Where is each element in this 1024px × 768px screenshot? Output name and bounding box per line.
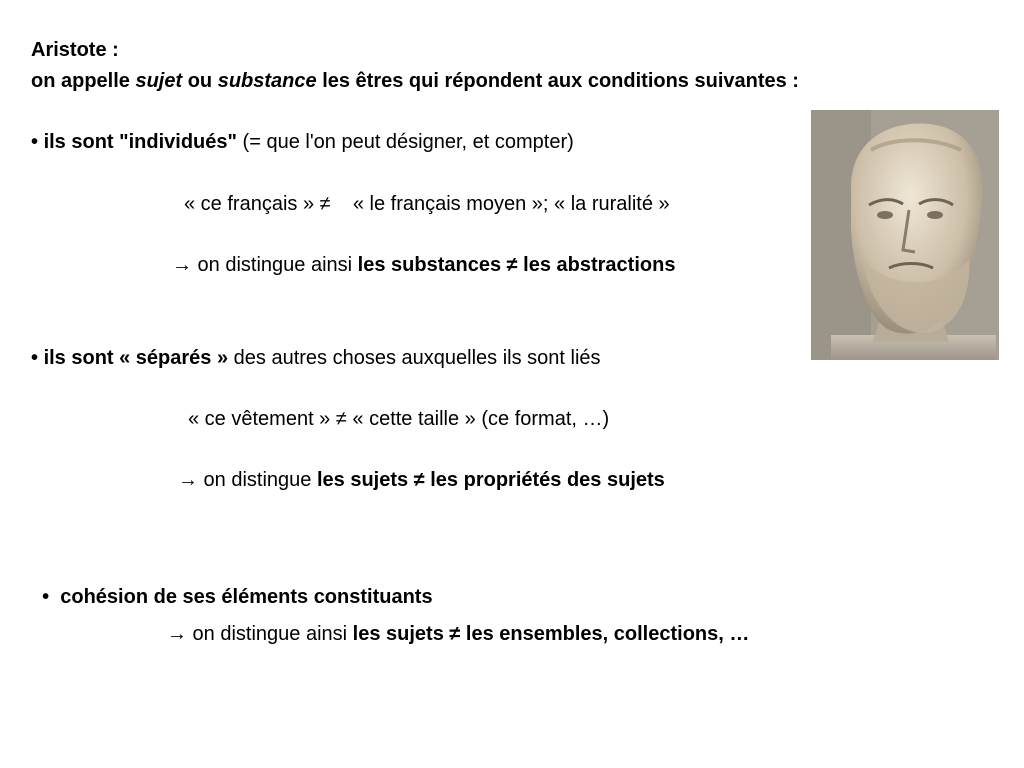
point2-conclusion-prefix: → on distingue [178, 469, 317, 491]
point2-bold: ils sont « séparés » [43, 347, 229, 369]
point1-conclusion-prefix: → on distingue ainsi [172, 254, 358, 276]
intro-line [31, 69, 799, 93]
bust-illustration [811, 110, 999, 360]
point1-heading [31, 130, 574, 154]
point3-conclusion [167, 622, 749, 646]
point1-example: « ce français » ≠ « le français moyen »; « la ruralité » [184, 193, 670, 215]
point2-conclusion-bold: les sujets ≠ les propriétés des sujets [316, 469, 665, 491]
slide-title: Aristote : [31, 39, 119, 61]
point2-example: « ce vêtement » ≠ « cette taille » (ce format, …) [188, 408, 610, 430]
intro-term-substance: substance [217, 70, 317, 92]
intro-mid: ou [182, 70, 218, 92]
point1-conclusion [172, 253, 675, 277]
bullet: • [31, 347, 44, 369]
point1-bold: ils sont "individués" [43, 131, 237, 153]
point1-rest: (= que l'on peut désigner, et compter) [237, 131, 574, 153]
intro-prefix: on appelle [31, 70, 136, 92]
bullet: • [31, 131, 44, 153]
point3-conclusion-prefix: → on distingue ainsi [167, 623, 353, 645]
point2-heading [31, 346, 601, 370]
point1-conclusion-bold: les substances ≠ les abstractions [357, 254, 676, 276]
point3-conclusion-bold: les sujets ≠ les ensembles, collections, … [352, 623, 750, 645]
aristotle-bust-image [811, 110, 999, 360]
intro-suffix: les êtres qui répondent aux conditions suivantes : [316, 70, 799, 92]
point3-bold: cohésion de ses éléments constituants [60, 586, 433, 608]
bullet: • [42, 586, 61, 608]
point2-conclusion [178, 468, 665, 492]
intro-term-sujet: sujet [135, 70, 183, 92]
point3-heading [31, 561, 433, 609]
point2-rest: des autres choses auxquelles ils sont liés [228, 347, 601, 369]
